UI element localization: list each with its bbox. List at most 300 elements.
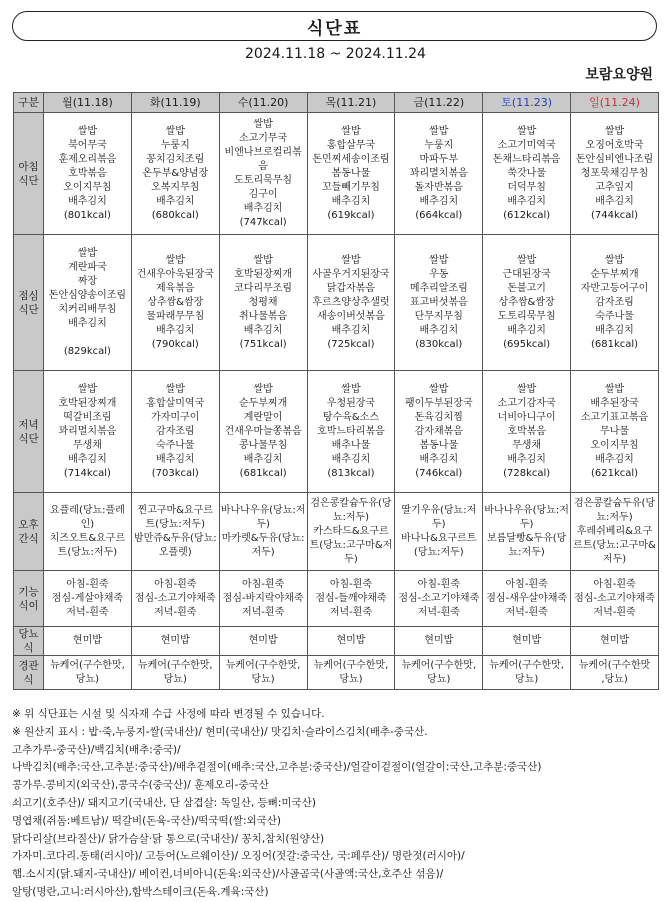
menu-item: 뉴케어(구수한맛, [489,659,564,671]
menu-cell [395,571,483,627]
menu-item: 돈안심양송이조림 [48,289,127,301]
menu-item: 오이지무침 [590,439,639,451]
menu-item: 아침-흰죽 [329,578,373,590]
menu-item: 뉴케어(구수한맛, [50,659,125,671]
menu-cell [571,656,659,690]
menu-item: 돈채느타리볶음 [492,153,561,165]
menu-item: 감자채볶음 [414,425,463,437]
menu-item: 꼬들빼기무침 [321,181,380,193]
menu-item: 아침-흰죽 [505,578,548,590]
menu-item: (714kcal) [63,467,111,479]
menu-item: 돈안심비엔나조림 [575,153,654,165]
tube-feeding-row [14,656,659,690]
menu-item: 배추김치 [507,195,546,207]
menu-item: 숙주나물 [155,439,195,451]
menu-cell [395,235,483,371]
menu-item: 쌀밥 [516,383,537,395]
menu-item: 단무지무침 [414,310,463,322]
menu-item: 배추김치 [68,317,107,329]
menu-item: 배추김치 [155,324,195,336]
menu-item: 제육볶음 [155,282,195,294]
row-label-line: 식단 [18,432,39,445]
menu-item: 오이지무침 [63,181,112,193]
day-header: 화(11.19) [131,93,219,113]
menu-item [45,331,130,345]
menu-item: 쌀밥 [253,118,273,130]
menu-item: 쑥갓나물 [507,167,546,179]
menu-item: 배추김치 [331,195,371,207]
menu-cell [44,493,132,571]
menu-item: ,당뇨) [601,673,628,685]
menu-cell [395,371,483,493]
menu-item: 점심-소고기야채죽 [574,592,655,604]
menu-item: 바나나&요구르트(당뇨:저두) [401,532,477,558]
menu-item: 훈제오리볶음 [58,153,117,165]
menu-cell [219,235,307,371]
menu-item: 청평채 [248,296,278,308]
menu-body [14,113,659,690]
menu-item: 자반고등어구이 [580,282,649,294]
menu-item: 쌀밥 [429,125,449,137]
menu-item: 비엔나브로컬리볶음 [224,146,302,172]
row-label-line: 저녁 [18,418,39,431]
menu-item: 배추김치 [419,324,459,336]
menu-item: 점심-게살야채죽 [51,592,124,604]
menu-item: 점심-소고기야채죽 [398,592,480,604]
menu-item: 아침-흰죽 [241,578,285,590]
menu-cell [44,627,132,656]
menu-item: 계란파국 [68,261,107,273]
menu-item: 배추된장국 [590,397,639,409]
menu-item: (744kcal) [590,209,639,221]
row-label-line: 점심 [18,289,39,302]
note-line: 쇠고기(호주산)/ 돼지고기(국내산, 단 삼겹살: 독일산, 등뼈:미국산) [12,796,316,809]
note-line: ※ 위 식단표는 시설 및 식자재 수급 사정에 따라 변경될 수 있습니다. [12,708,325,720]
notes-section [12,706,662,902]
lunch-row [14,235,659,371]
menu-item: 검은콩칼슘두유(당뇨:저두) [310,497,392,523]
menu-item: 쌀밥 [77,247,98,259]
note-line: 나박김치(배추:국산,고추분:중국산)/배추겉절이(배추:국산,고추분:중국산)/얼갈이겉절이(얼갈이:국산,고추분:중국산) [12,761,542,774]
menu-item: 치즈오트&요구르트(당뇨:저두) [49,532,126,558]
menu-cell [483,493,571,571]
menu-item: 상추쌈&쌈장 [498,296,555,308]
menu-cell [44,656,132,690]
menu-item: 가자미구이 [151,411,200,423]
menu-item: 메추리알조림 [409,282,468,294]
menu-item: 쌀밥 [429,383,449,395]
menu-cell [44,235,132,371]
menu-period: 2024.11.18 ~ 2024.11.24 [245,46,426,62]
menu-item: 쌀밥 [604,383,625,395]
page-title [12,11,657,41]
menu-item: 쌀밥 [341,125,361,137]
row-label [14,371,44,493]
menu-item: 배추김치 [243,202,283,214]
menu-item: 당뇨) [75,673,100,685]
menu-cell [571,235,659,371]
menu-item: 너비아니구이 [497,411,556,423]
menu-item: 배추김치 [595,324,634,336]
menu-cell [571,571,659,627]
menu-cell [571,493,659,571]
menu-cell [44,113,132,235]
menu-item: 코다리무조림 [234,282,293,294]
row-label [14,656,44,690]
menu-item: (619kcal) [327,209,375,221]
menu-item: 오복지무침 [151,181,200,193]
menu-item: 호박볶음 [507,425,546,437]
menu-item: 봄동나물 [419,439,459,451]
menu-item: 찐고구마&요구르트(당뇨:저두) [137,504,213,530]
menu-cell [307,371,395,493]
menu-item: 쌀밥 [516,125,537,137]
menu-item: 떡갈비조림 [63,411,112,423]
menu-item: 쌀밥 [604,254,625,266]
menu-item: 근대된장국 [502,268,551,280]
menu-cell [219,113,307,235]
note-line: 콩가루.콩비지(외국산),콩국수(중국산)/ 훈제오리-중국산 [12,779,269,792]
row-label-line: 식이 [18,599,39,612]
menu-item: (681kcal) [239,467,287,479]
menu-item: 숙주나물 [595,310,634,322]
menu-item: 현미밥 [336,635,366,646]
menu-item: 홍합살무국 [326,139,376,151]
menu-item: 점심-새우살야채죽 [486,592,568,604]
menu-cell [219,656,307,690]
menu-cell [395,656,483,690]
row-label-line: 경관 [18,659,39,672]
menu-item: 소고기표고볶음 [580,411,649,423]
menu-item: 돈민찌세송이조림 [312,153,390,165]
menu-item: 당뇨) [339,673,363,685]
menu-item: 점심-소고기야채죽 [134,592,216,604]
row-label-line: 간식 [18,532,39,545]
menu-item: 배추김치 [68,195,107,207]
row-label-line: 식단 [18,303,39,316]
menu-item: 배추김치 [419,195,459,207]
function-diet-row [14,571,659,627]
menu-table [13,92,659,690]
menu-item: 닭갑자볶음 [326,282,376,294]
menu-item: 북어무국 [68,139,107,151]
menu-item: 팽이두부된장국 [404,397,473,409]
menu-cell [219,493,307,571]
menu-item: 쌀밥 [604,125,625,137]
row-label-line: 오후 [18,518,39,531]
menu-cell [44,571,132,627]
menu-item: 현미밥 [160,635,190,646]
menu-item: 현미밥 [424,635,454,646]
menu-item: (728kcal) [503,467,551,479]
note-line: 햄.소시지(닭.돼지-국내산)/ 베이컨,너비아니(돈육:외국산)/사골곰국(사골액:국산,호주산 섞음)/ [12,868,444,881]
menu-item: 배추김치 [243,324,283,336]
menu-item: 꽁치김치조림 [146,153,205,165]
menu-item: 돌자반볶음 [414,181,463,193]
row-label-line: 식 [23,642,34,654]
menu-item: 저녁-흰죽 [505,606,548,618]
menu-item: 청포묵채김무침 [580,167,649,179]
menu-item: (725kcal) [327,338,375,350]
menu-item: 취나물볶음 [238,310,288,322]
day-header: 목(11.21) [307,93,395,113]
menu-item: 저녁-흰죽 [329,606,373,618]
menu-item: 건새우아욱된장국 [136,268,214,280]
menu-cell [483,235,571,371]
menu-item: (813kcal) [327,467,375,479]
menu-item: 온두부&양념장 [142,167,209,179]
menu-item: 현미밥 [600,635,630,646]
menu-item: 배추김치 [507,324,546,336]
menu-item: 쌀밥 [165,383,185,395]
menu-item: 마파두부 [419,153,459,165]
menu-item: 소고기무국 [238,132,288,144]
menu-cell [307,493,395,571]
menu-item: 현미밥 [72,635,102,646]
menu-cell [571,371,659,493]
row-label [14,235,44,371]
menu-item: 쌀밥 [253,383,273,395]
menu-item: 현미밥 [512,635,542,646]
menu-cell [395,493,483,571]
menu-item: 뉴케어(구수한맛, [401,659,477,671]
menu-cell [131,493,219,571]
menu-item: (621kcal) [590,467,639,479]
menu-item: 쌀밥 [429,254,449,266]
menu-item: 호박볶음 [68,167,107,179]
menu-item: 저녁-흰죽 [241,606,285,618]
menu-item: 당뇨) [251,673,275,685]
menu-item: 오징어호박국 [585,139,644,151]
menu-cell [395,113,483,235]
menu-item: 요플레(당뇨:플레인) [49,504,125,530]
menu-item: 돈불고기 [507,282,546,294]
note-line: 알탕(명란,고니:러시아산),함박스테이크(돈육.계육:국산) [12,885,269,898]
menu-item: 감자조림 [595,296,634,308]
menu-item: 사골우거지된장국 [312,268,390,280]
menu-item: 건새우마늘쫑볶음 [224,425,302,437]
row-label-line: 식단 [18,174,39,187]
menu-item: 새송이버섯볶음 [317,310,385,322]
breakfast-row [14,113,659,235]
menu-item: 순두부찌개 [590,268,639,280]
menu-item: 배추김치 [331,453,371,465]
menu-item: 치커리배무침 [58,303,117,315]
menu-item: (612kcal) [503,209,551,221]
menu-item: 더덕무침 [507,181,546,193]
menu-item: 아침-흰죽 [593,578,636,590]
menu-cell [44,371,132,493]
menu-cell [131,113,219,235]
menu-item: 돈육김치찜 [414,411,463,423]
menu-cell [483,656,571,690]
menu-item: 쌀밥 [77,383,98,395]
menu-item: 호박느타리볶음 [317,425,385,437]
note-line: 가자미.코다리.동태(러시아)/ 고등어(노르웨이산)/ 오징어(젓갈:중국산, 국:페루산)/ 명란젓(러시아)/ [12,850,465,863]
menu-cell [483,371,571,493]
menu-item: 당뇨) [515,673,539,685]
menu-item: 배추김치 [595,453,634,465]
menu-item: 상추쌈&쌈장 [147,296,204,308]
menu-item: 쌀밥 [165,125,185,137]
menu-item: 소고기미역국 [497,139,556,151]
menu-item: 누룽지 [424,139,454,151]
day-header: 수(11.20) [219,93,307,113]
menu-cell [483,627,571,656]
menu-item: 호박된장찌개 [234,268,293,280]
menu-item: (695kcal) [503,338,551,350]
menu-item: 꽈리멸치볶음 [409,167,468,179]
menu-item: 당뇨) [163,673,187,685]
menu-item: 무나물 [600,425,630,437]
menu-cell [395,627,483,656]
page-title-text: 식단표 [306,18,363,39]
menu-cell [307,627,395,656]
menu-item: 배추김치 [155,195,195,207]
day-header: 토(11.23) [483,93,571,113]
menu-item: 뉴케어(구수한맛, [225,659,301,671]
menu-item: 배추김치 [331,324,371,336]
menu-item: 아침-흰죽 [66,578,109,590]
day-header: 월(11.18) [44,93,132,113]
menu-cell [219,371,307,493]
menu-item: 우청된장국 [326,397,376,409]
menu-item: (681kcal) [590,338,639,350]
menu-item: 계란말이 [243,411,283,423]
menu-cell [307,571,395,627]
menu-item: 당뇨) [427,673,451,685]
menu-item: 후르츠양상추샐럿 [312,296,390,308]
menu-item: 무생채 [512,439,542,451]
menu-cell [307,235,395,371]
menu-item: 뉴케어(구수한맛, [137,659,213,671]
menu-item: (829kcal) [63,345,111,357]
menu-item: 순두부찌개 [238,397,288,409]
menu-item: 탕수육&소스 [322,411,379,423]
menu-item: 도토리묵무침 [234,174,293,186]
menu-cell [131,656,219,690]
menu-item: 물파래무무침 [146,310,205,322]
menu-cell [219,627,307,656]
menu-item: (680kcal) [151,209,199,221]
menu-item: 배추김치 [68,453,107,465]
menu-item: (747kcal) [239,216,287,228]
menu-item: 아침-흰죽 [417,578,460,590]
menu-item: 배추김치 [419,453,459,465]
menu-cell [131,627,219,656]
day-header: 금(11.22) [395,93,483,113]
menu-item: 밤만쥬&두유(당뇨:오플렛) [133,532,217,558]
menu-item: 배추김치 [595,195,634,207]
menu-item: 아침-흰죽 [154,578,197,590]
menu-item: 꽈리멸치볶음 [58,425,117,437]
menu-item: 표고버섯볶음 [409,296,468,308]
header-row [14,93,659,113]
menu-item: 봄동나물 [331,167,371,179]
menu-item: 쌀밥 [253,254,273,266]
menu-item: 점심-바지락야채죽 [222,592,304,604]
menu-cell [483,113,571,235]
row-label-line: 아침 [18,160,39,173]
menu-item: 저녁-흰죽 [417,606,460,618]
menu-item: (801kcal) [63,209,111,221]
menu-item: 카스타드&요구르트(당뇨:고구마&저두) [309,525,393,565]
row-label [14,493,44,571]
row-label-line: 기능 [18,585,39,598]
corner-label: 구분 [14,93,44,113]
note-line: 명엽채(쥐돔:베트남)/ 떡갈비(돈육-국산)/떡국떡(쌀:외국산) [12,814,282,827]
menu-item: 짜장 [77,275,98,287]
menu-cell [219,571,307,627]
facility-name: 보람요양원 [585,67,653,83]
menu-item: 배추나물 [331,439,371,451]
menu-item: (664kcal) [415,209,463,221]
note-line: 고추가루-중국산)/백김치(배추:중국)/ [12,743,181,756]
menu-item: 감자조림 [155,425,195,437]
row-label-line: 당뇨 [18,628,39,640]
menu-item: 누룽지 [160,139,190,151]
menu-item: 현미밥 [248,635,278,646]
menu-cell [571,113,659,235]
menu-cell [131,571,219,627]
menu-item: 쌀밥 [77,125,98,137]
menu-item: 마카렛&두유(당뇨:저두) [221,532,305,558]
note-line: ※ 원산지 표시 : 밥·죽,누룽지-쌀(국내산)/ 현미(국내산)/ 맛김치·슬라이스김치(배추-중국산. [12,725,428,738]
menu-item: 무생채 [72,439,102,451]
snack-row [14,493,659,571]
menu-item: 고추잎지 [595,181,634,193]
menu-item: 바나나우유(당뇨:저두) [220,504,306,530]
menu-item: 김구이 [248,188,278,200]
menu-item: 바나나우유(당뇨:저두) [484,504,569,530]
menu-item: 홍합살미역국 [146,397,205,409]
menu-item: 검은콩칼슘두유(당뇨:저두) [573,497,656,523]
menu-cell [483,571,571,627]
menu-item: (703kcal) [151,467,199,479]
menu-item: 호박된장찌개 [58,397,117,409]
menu-item: 후레쉬베리&요구르트(당뇨:고구마&저두) [573,525,656,565]
menu-item: (790kcal) [151,338,199,350]
note-line: 닭다리살(브라질산)/ 닭가슴살·닭 통으로(국내산)/ 꽁치,참치(원양산) [12,832,325,845]
menu-item: 저녁-흰죽 [154,606,197,618]
menu-item: 쌀밥 [341,254,361,266]
menu-item: 우동 [429,268,449,280]
menu-item: 도토리묵무침 [497,310,556,322]
row-label-line: 식 [23,673,34,686]
menu-item: 쌀밥 [516,254,537,266]
diabetic-row [14,627,659,656]
menu-cell [571,627,659,656]
menu-item: 쌀밥 [341,383,361,395]
menu-item: 보름달빵&두유(당뇨:저두) [486,532,567,558]
menu-item: 뉴케어(구수한맛, [313,659,389,671]
row-label [14,113,44,235]
menu-cell [131,235,219,371]
menu-item: 배추김치 [507,453,546,465]
menu-item: 콩나물무침 [238,439,288,451]
day-header: 일(11.24) [571,93,659,113]
menu-item: 뉴케어(구수한맛 [578,659,651,671]
dinner-row [14,371,659,493]
menu-item: (746kcal) [415,467,463,479]
menu-cell [307,113,395,235]
row-label [14,627,44,656]
menu-cell [131,371,219,493]
menu-item: 쌀밥 [165,254,185,266]
menu-item: 저녁-흰죽 [593,606,636,618]
menu-item: 저녁-흰죽 [66,606,109,618]
row-label [14,571,44,627]
